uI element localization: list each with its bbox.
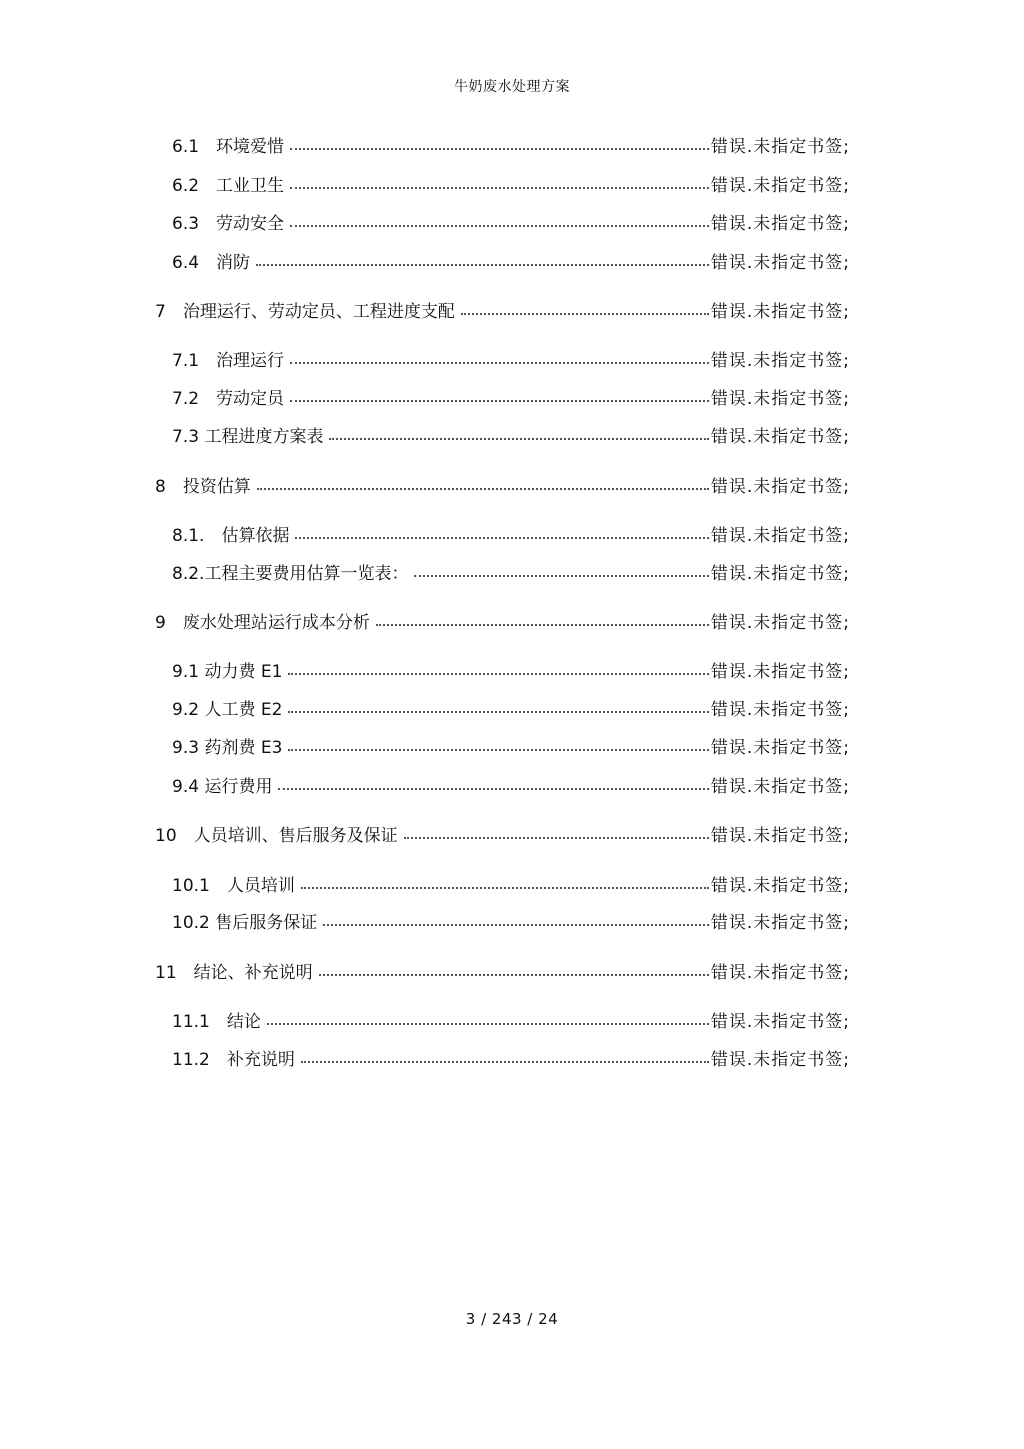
toc-entry[interactable]	[155, 957, 850, 983]
toc-entry-page-ref: 错误.未指定书签;	[710, 252, 850, 273]
toc-entry-label: 6.3 劳动安全	[172, 213, 285, 234]
toc-entry[interactable]	[172, 771, 850, 797]
toc-leader-dots	[256, 247, 709, 273]
toc-entry[interactable]	[172, 732, 850, 758]
toc-entry[interactable]	[172, 383, 850, 409]
toc-entry[interactable]	[172, 170, 850, 196]
toc-entry-page-ref: 错误.未指定书签;	[710, 301, 850, 322]
toc-entry-page-ref: 错误.未指定书签;	[710, 776, 850, 797]
toc-entry[interactable]	[172, 558, 850, 584]
toc-entry-page-ref: 错误.未指定书签;	[710, 825, 850, 846]
toc-entry[interactable]	[172, 870, 850, 896]
toc-entry[interactable]	[172, 1006, 850, 1032]
toc-entry-page-ref: 错误.未指定书签;	[710, 912, 850, 933]
toc-entry-label: 10 人员培训、售后服务及保证	[155, 825, 398, 846]
toc-leader-dots	[290, 170, 709, 196]
toc-entry-label: 11 结论、补充说明	[155, 962, 313, 983]
toc-entry[interactable]	[172, 247, 850, 273]
toc-leader-dots	[290, 208, 709, 234]
toc-entry-page-ref: 错误.未指定书签;	[710, 213, 850, 234]
toc-leader-dots	[290, 383, 709, 409]
toc-entry-page-ref: 错误.未指定书签;	[710, 563, 850, 584]
toc-entry-label: 9.3 药剂费 E3	[172, 737, 283, 758]
toc-entry-label: 7.2 劳动定员	[172, 388, 285, 409]
toc-entry-label: 10.1 人员培训	[172, 875, 295, 896]
toc-leader-dots	[288, 694, 708, 720]
toc-entry[interactable]	[172, 656, 850, 682]
page-number: 3 / 243 / 24	[465, 1310, 559, 1328]
toc-entry-label: 6.1 环境爱惜	[172, 136, 285, 157]
toc-entry-page-ref: 错误.未指定书签;	[710, 136, 850, 157]
toc-entry-page-ref: 错误.未指定书签;	[710, 875, 850, 896]
toc-entry-label: 9.4 运行费用	[172, 776, 273, 797]
toc-entry-page-ref: 错误.未指定书签;	[710, 661, 850, 682]
page-header-title: 牛奶废水处理方案	[454, 79, 570, 95]
toc-entry-page-ref: 错误.未指定书签;	[710, 476, 850, 497]
toc-entry[interactable]	[172, 131, 850, 157]
toc-entry-page-ref: 错误.未指定书签;	[710, 612, 850, 633]
toc-leader-dots	[288, 656, 708, 682]
toc-entry-page-ref: 错误.未指定书签;	[710, 737, 850, 758]
toc-entry-page-ref: 错误.未指定书签;	[710, 1049, 850, 1070]
toc-leader-dots	[404, 820, 709, 846]
toc-entry-label: 8 投资估算	[155, 476, 251, 497]
toc-entry-label: 8.1. 估算依据	[172, 525, 290, 546]
toc-entry[interactable]	[172, 1044, 850, 1070]
toc-entry-label: 7.3 工程进度方案表	[172, 426, 324, 447]
toc-entry-page-ref: 错误.未指定书签;	[710, 175, 850, 196]
toc-entry[interactable]	[172, 345, 850, 371]
toc-entry[interactable]	[155, 607, 850, 633]
toc-leader-dots	[288, 732, 708, 758]
toc-entry-label: 9.2 人工费 E2	[172, 699, 283, 720]
toc-entry[interactable]	[172, 520, 850, 546]
toc-entry-page-ref: 错误.未指定书签;	[710, 1011, 850, 1032]
toc-entry[interactable]	[172, 694, 850, 720]
toc-leader-dots	[329, 421, 708, 447]
toc-entry-page-ref: 错误.未指定书签;	[710, 962, 850, 983]
toc-leader-dots	[376, 607, 709, 633]
toc-entry-page-ref: 错误.未指定书签;	[710, 350, 850, 371]
toc-entry-page-ref: 错误.未指定书签;	[710, 525, 850, 546]
toc-entry-label: 11.1 结论	[172, 1011, 261, 1032]
toc-leader-dots	[257, 471, 709, 497]
toc-entry-label: 7 治理运行、劳动定员、工程进度支配	[155, 301, 455, 322]
toc-leader-dots	[295, 520, 708, 546]
toc-leader-dots	[290, 345, 709, 371]
toc-leader-dots	[278, 771, 708, 797]
toc-entry-label: 11.2 补充说明	[172, 1049, 295, 1070]
toc-entry-page-ref: 错误.未指定书签;	[710, 426, 850, 447]
toc-leader-dots	[323, 907, 709, 933]
toc-leader-dots	[414, 558, 708, 584]
toc-leader-dots	[319, 957, 709, 983]
toc-leader-dots	[290, 131, 709, 157]
toc-leader-dots	[301, 1044, 709, 1070]
toc-entry-label: 9.1 动力费 E1	[172, 661, 283, 682]
toc-entry-label: 7.1 治理运行	[172, 350, 285, 371]
toc-entry-label: 6.2 工业卫生	[172, 175, 285, 196]
toc-entry[interactable]	[155, 471, 850, 497]
toc-entry[interactable]	[155, 296, 850, 322]
toc-entry-label: 10.2 售后服务保证	[172, 912, 318, 933]
toc-leader-dots	[301, 870, 709, 896]
toc-entry-label: 6.4 消防	[172, 252, 251, 273]
toc-entry-page-ref: 错误.未指定书签;	[710, 699, 850, 720]
toc-entry[interactable]	[172, 421, 850, 447]
toc-entry-label: 8.2.工程主要费用估算一览表：	[172, 563, 409, 584]
toc-entry[interactable]	[172, 907, 850, 933]
toc-leader-dots	[267, 1006, 709, 1032]
toc-leader-dots	[461, 296, 709, 322]
toc-entry[interactable]	[155, 820, 850, 846]
toc-entry-page-ref: 错误.未指定书签;	[710, 388, 850, 409]
toc-entry-label: 9 废水处理站运行成本分析	[155, 612, 370, 633]
toc-entry[interactable]	[172, 208, 850, 234]
